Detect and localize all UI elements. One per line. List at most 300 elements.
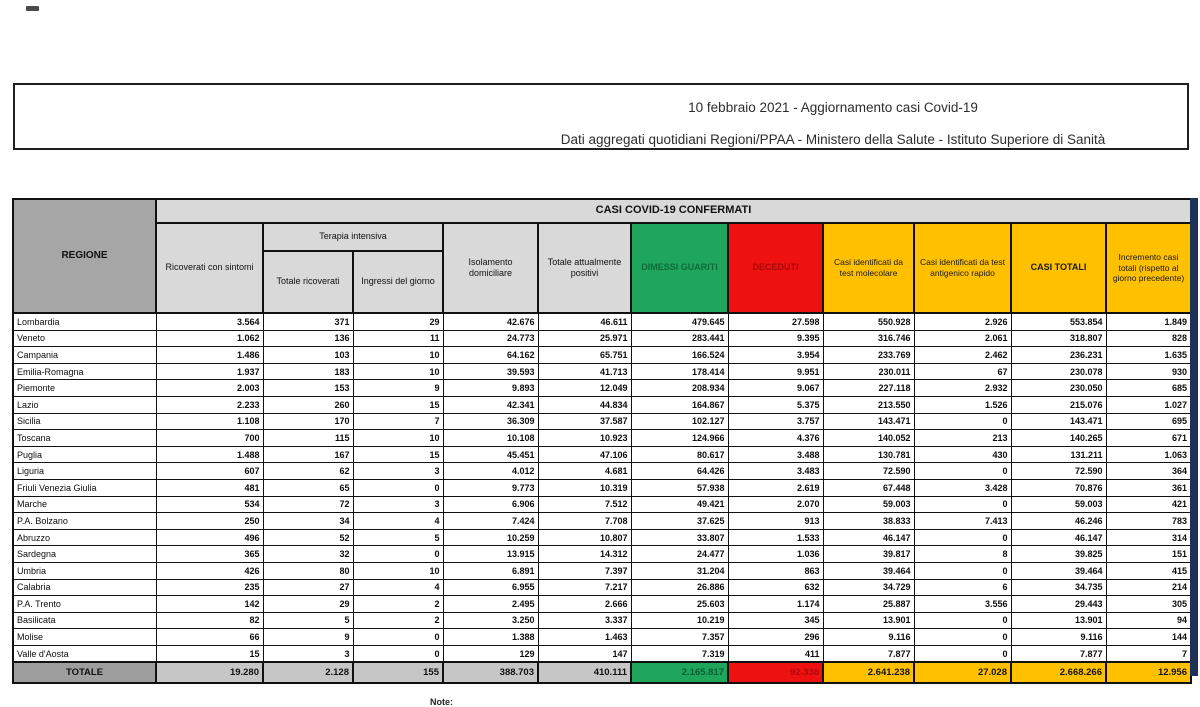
value-cell: 316.746 (823, 330, 914, 347)
region-cell: Friuli Venezia Giulia (13, 479, 156, 496)
value-cell: 1.063 (1106, 446, 1191, 463)
value-cell: 314 (1106, 529, 1191, 546)
table-row (13, 430, 1191, 447)
value-cell: 144 (1106, 629, 1191, 646)
table-row (13, 380, 1191, 397)
value-cell: 3.428 (914, 479, 1011, 496)
value-cell: 10 (353, 363, 443, 380)
value-cell: 65 (263, 479, 353, 496)
value-cell: 1.388 (443, 629, 538, 646)
value-cell: 3.556 (914, 596, 1011, 613)
region-cell: Lazio (13, 396, 156, 413)
value-cell: 930 (1106, 363, 1191, 380)
region-cell: Puglia (13, 446, 156, 463)
value-cell: 46.147 (823, 529, 914, 546)
region-cell: Marche (13, 496, 156, 513)
value-cell: 140.265 (1011, 430, 1106, 447)
table-row (13, 347, 1191, 364)
table-body (13, 313, 1191, 662)
value-cell: 2.233 (156, 396, 263, 413)
value-cell: 12.049 (538, 380, 631, 397)
value-cell: 124.966 (631, 430, 728, 447)
value-cell: 143.471 (1011, 413, 1106, 430)
value-cell: 9.116 (1011, 629, 1106, 646)
value-cell: 15 (156, 645, 263, 662)
totale-value-cell: 19.280 (156, 662, 263, 683)
value-cell: 3 (353, 496, 443, 513)
value-cell: 27 (263, 579, 353, 596)
value-cell: 913 (728, 513, 823, 530)
value-cell: 5 (263, 612, 353, 629)
value-cell: 4.376 (728, 430, 823, 447)
table-row (13, 596, 1191, 613)
value-cell: 250 (156, 513, 263, 530)
region-cell: Piemonte (13, 380, 156, 397)
value-cell: 235 (156, 579, 263, 596)
value-cell: 9.773 (443, 479, 538, 496)
value-cell: 9.067 (728, 380, 823, 397)
value-cell: 2.926 (914, 313, 1011, 330)
value-cell: 2.462 (914, 347, 1011, 364)
value-cell: 10 (353, 562, 443, 579)
info-line-date: 10 febbraio 2021 - Aggiornamento casi Covid-19 (688, 100, 978, 115)
value-cell: 9.395 (728, 330, 823, 347)
region-cell: Sardegna (13, 546, 156, 563)
value-cell: 0 (914, 413, 1011, 430)
header-row-title (13, 199, 1191, 223)
value-cell: 6.906 (443, 496, 538, 513)
value-cell: 260 (263, 396, 353, 413)
value-cell: 131.211 (1011, 446, 1106, 463)
value-cell: 67.448 (823, 479, 914, 496)
info-line-source: Dati aggregati quotidiani Regioni/PPAA - Ministero della Salute - Istituto Superiore di Sanità (560, 132, 1106, 147)
totale-value-cell: 388.703 (443, 662, 538, 683)
value-cell: 1.036 (728, 546, 823, 563)
header-deceduti: DECEDUTI (728, 223, 823, 313)
value-cell: 828 (1106, 330, 1191, 347)
header-guariti: DIMESSI GUARITI (631, 223, 728, 313)
value-cell: 481 (156, 479, 263, 496)
header-ingressi-giorno: Ingressi del giorno (353, 251, 443, 313)
value-cell: 136 (263, 330, 353, 347)
value-cell: 34.729 (823, 579, 914, 596)
value-cell: 38.833 (823, 513, 914, 530)
header-casi-totali: CASI TOTALI (1011, 223, 1106, 313)
value-cell: 25.603 (631, 596, 728, 613)
value-cell: 9 (263, 629, 353, 646)
value-cell: 1.108 (156, 413, 263, 430)
value-cell: 3.337 (538, 612, 631, 629)
region-cell: Abruzzo (13, 529, 156, 546)
value-cell: 170 (263, 413, 353, 430)
value-cell: 1.027 (1106, 396, 1191, 413)
value-cell: 39.464 (1011, 562, 1106, 579)
region-cell: Calabria (13, 579, 156, 596)
region-cell: Sicilia (13, 413, 156, 430)
value-cell: 33.807 (631, 529, 728, 546)
value-cell: 283.441 (631, 330, 728, 347)
totale-label-cell: TOTALE (13, 662, 156, 683)
value-cell: 1.533 (728, 529, 823, 546)
value-cell: 361 (1106, 479, 1191, 496)
value-cell: 39.817 (823, 546, 914, 563)
value-cell: 45.451 (443, 446, 538, 463)
value-cell: 94 (1106, 612, 1191, 629)
value-cell: 4 (353, 513, 443, 530)
value-cell: 6.955 (443, 579, 538, 596)
value-cell: 227.118 (823, 380, 914, 397)
value-cell: 130.781 (823, 446, 914, 463)
value-cell: 24.773 (443, 330, 538, 347)
table-row (13, 479, 1191, 496)
value-cell: 365 (156, 546, 263, 563)
value-cell: 25.971 (538, 330, 631, 347)
value-cell: 0 (353, 546, 443, 563)
info-box (13, 83, 1189, 150)
value-cell: 115 (263, 430, 353, 447)
value-cell: 2 (353, 596, 443, 613)
value-cell: 42.341 (443, 396, 538, 413)
value-cell: 183 (263, 363, 353, 380)
value-cell: 0 (353, 629, 443, 646)
value-cell: 671 (1106, 430, 1191, 447)
value-cell: 147 (538, 645, 631, 662)
value-cell: 2.003 (156, 380, 263, 397)
region-cell: Umbria (13, 562, 156, 579)
value-cell: 364 (1106, 463, 1191, 480)
value-cell: 534 (156, 496, 263, 513)
value-cell: 6 (914, 579, 1011, 596)
value-cell: 80 (263, 562, 353, 579)
value-cell: 13.915 (443, 546, 538, 563)
value-cell: 0 (353, 645, 443, 662)
table-row (13, 463, 1191, 480)
value-cell: 167 (263, 446, 353, 463)
value-cell: 4 (353, 579, 443, 596)
region-cell: Lombardia (13, 313, 156, 330)
value-cell: 9 (353, 380, 443, 397)
value-cell: 82 (156, 612, 263, 629)
value-cell: 5.375 (728, 396, 823, 413)
value-cell: 0 (914, 463, 1011, 480)
table-row (13, 513, 1191, 530)
value-cell: 9.116 (823, 629, 914, 646)
value-cell: 7.319 (631, 645, 728, 662)
value-cell: 411 (728, 645, 823, 662)
value-cell: 371 (263, 313, 353, 330)
region-cell: Emilia-Romagna (13, 363, 156, 380)
value-cell: 1.937 (156, 363, 263, 380)
value-cell: 102.127 (631, 413, 728, 430)
value-cell: 11 (353, 330, 443, 347)
value-cell: 26.886 (631, 579, 728, 596)
value-cell: 1.635 (1106, 347, 1191, 364)
header-totale-ricoverati: Totale ricoverati (263, 251, 353, 313)
value-cell: 3.250 (443, 612, 538, 629)
value-cell: 6.891 (443, 562, 538, 579)
value-cell: 7.708 (538, 513, 631, 530)
value-cell: 29 (263, 596, 353, 613)
value-cell: 553.854 (1011, 313, 1106, 330)
value-cell: 34.735 (1011, 579, 1106, 596)
value-cell: 7.413 (914, 513, 1011, 530)
region-cell: Molise (13, 629, 156, 646)
value-cell: 10 (353, 347, 443, 364)
value-cell: 64.426 (631, 463, 728, 480)
table-row (13, 313, 1191, 330)
value-cell: 129 (443, 645, 538, 662)
value-cell: 7.397 (538, 562, 631, 579)
value-cell: 233.769 (823, 347, 914, 364)
value-cell: 3.757 (728, 413, 823, 430)
screenshot-artifact-mark (26, 6, 39, 11)
value-cell: 37.587 (538, 413, 631, 430)
value-cell: 47.106 (538, 446, 631, 463)
header-regione: REGIONE (13, 199, 156, 313)
value-cell: 29 (353, 313, 443, 330)
totale-value-cell: 2.128 (263, 662, 353, 683)
value-cell: 0 (914, 496, 1011, 513)
value-cell: 2.061 (914, 330, 1011, 347)
value-cell: 44.834 (538, 396, 631, 413)
table-title: CASI COVID-19 CONFERMATI (156, 199, 1191, 223)
value-cell: 10.259 (443, 529, 538, 546)
value-cell: 0 (914, 562, 1011, 579)
region-cell: Basilicata (13, 612, 156, 629)
value-cell: 430 (914, 446, 1011, 463)
value-cell: 59.003 (1011, 496, 1106, 513)
value-cell: 1.486 (156, 347, 263, 364)
totale-value-cell: 92.338 (728, 662, 823, 683)
value-cell: 166.524 (631, 347, 728, 364)
value-cell: 59.003 (823, 496, 914, 513)
value-cell: 213 (914, 430, 1011, 447)
value-cell: 31.204 (631, 562, 728, 579)
value-cell: 3.564 (156, 313, 263, 330)
value-cell: 5 (353, 529, 443, 546)
value-cell: 10.219 (631, 612, 728, 629)
value-cell: 103 (263, 347, 353, 364)
value-cell: 46.246 (1011, 513, 1106, 530)
value-cell: 10.319 (538, 479, 631, 496)
value-cell: 0 (914, 612, 1011, 629)
value-cell: 10.923 (538, 430, 631, 447)
value-cell: 36.309 (443, 413, 538, 430)
value-cell: 15 (353, 446, 443, 463)
value-cell: 80.617 (631, 446, 728, 463)
table-row (13, 413, 1191, 430)
value-cell: 2.619 (728, 479, 823, 496)
table-row (13, 496, 1191, 513)
header-row-groups (13, 223, 1191, 251)
value-cell: 215.076 (1011, 396, 1106, 413)
value-cell: 7 (353, 413, 443, 430)
value-cell: 153 (263, 380, 353, 397)
value-cell: 421 (1106, 496, 1191, 513)
region-cell: Valle d'Aosta (13, 645, 156, 662)
value-cell: 2.070 (728, 496, 823, 513)
table-row (13, 579, 1191, 596)
region-cell: P.A. Trento (13, 596, 156, 613)
value-cell: 4.012 (443, 463, 538, 480)
value-cell: 685 (1106, 380, 1191, 397)
table-foot (13, 662, 1191, 683)
value-cell: 27.598 (728, 313, 823, 330)
table-row (13, 330, 1191, 347)
value-cell: 46.611 (538, 313, 631, 330)
value-cell: 214 (1106, 579, 1191, 596)
right-edge-strip (1190, 198, 1198, 676)
value-cell: 64.162 (443, 347, 538, 364)
value-cell: 2.666 (538, 596, 631, 613)
totale-value-cell: 12.956 (1106, 662, 1191, 683)
value-cell: 66 (156, 629, 263, 646)
header-isolamento: Isolamento domiciliare (443, 223, 538, 313)
value-cell: 296 (728, 629, 823, 646)
value-cell: 10.807 (538, 529, 631, 546)
table-row (13, 546, 1191, 563)
value-cell: 1.849 (1106, 313, 1191, 330)
region-cell: Liguria (13, 463, 156, 480)
value-cell: 65.751 (538, 347, 631, 364)
value-cell: 230.011 (823, 363, 914, 380)
value-cell: 67 (914, 363, 1011, 380)
value-cell: 4.681 (538, 463, 631, 480)
value-cell: 0 (914, 645, 1011, 662)
value-cell: 479.645 (631, 313, 728, 330)
value-cell: 208.934 (631, 380, 728, 397)
value-cell: 1.062 (156, 330, 263, 347)
value-cell: 415 (1106, 562, 1191, 579)
value-cell: 39.593 (443, 363, 538, 380)
header-test-molecolare: Casi identificati da test molecolare (823, 223, 914, 313)
value-cell: 29.443 (1011, 596, 1106, 613)
value-cell: 863 (728, 562, 823, 579)
table-row (13, 396, 1191, 413)
value-cell: 695 (1106, 413, 1191, 430)
value-cell: 25.887 (823, 596, 914, 613)
value-cell: 7.357 (631, 629, 728, 646)
totale-value-cell: 155 (353, 662, 443, 683)
value-cell: 1.526 (914, 396, 1011, 413)
value-cell: 72.590 (823, 463, 914, 480)
value-cell: 1.488 (156, 446, 263, 463)
value-cell: 34 (263, 513, 353, 530)
value-cell: 9.951 (728, 363, 823, 380)
value-cell: 10 (353, 430, 443, 447)
value-cell: 41.713 (538, 363, 631, 380)
value-cell: 15 (353, 396, 443, 413)
value-cell: 151 (1106, 546, 1191, 563)
value-cell: 1.463 (538, 629, 631, 646)
totale-value-cell: 410.111 (538, 662, 631, 683)
value-cell: 7.424 (443, 513, 538, 530)
value-cell: 496 (156, 529, 263, 546)
value-cell: 9.893 (443, 380, 538, 397)
value-cell: 3.488 (728, 446, 823, 463)
value-cell: 72.590 (1011, 463, 1106, 480)
region-cell: Toscana (13, 430, 156, 447)
value-cell: 0 (914, 529, 1011, 546)
table-row (13, 562, 1191, 579)
table-row (13, 645, 1191, 662)
value-cell: 70.876 (1011, 479, 1106, 496)
value-cell: 14.312 (538, 546, 631, 563)
value-cell: 700 (156, 430, 263, 447)
value-cell: 46.147 (1011, 529, 1106, 546)
value-cell: 230.050 (1011, 380, 1106, 397)
region-cell: P.A. Bolzano (13, 513, 156, 530)
value-cell: 2.495 (443, 596, 538, 613)
note-text: Note: (430, 697, 453, 707)
value-cell: 426 (156, 562, 263, 579)
value-cell: 607 (156, 463, 263, 480)
totale-value-cell: 2.165.817 (631, 662, 728, 683)
value-cell: 7.877 (1011, 645, 1106, 662)
value-cell: 3 (263, 645, 353, 662)
value-cell: 2.932 (914, 380, 1011, 397)
value-cell: 142 (156, 596, 263, 613)
value-cell: 140.052 (823, 430, 914, 447)
totale-row (13, 662, 1191, 683)
value-cell: 57.938 (631, 479, 728, 496)
value-cell: 3.483 (728, 463, 823, 480)
value-cell: 13.901 (1011, 612, 1106, 629)
value-cell: 39.825 (1011, 546, 1106, 563)
value-cell: 32 (263, 546, 353, 563)
covid-table (12, 198, 1192, 684)
value-cell: 37.625 (631, 513, 728, 530)
value-cell: 10.108 (443, 430, 538, 447)
value-cell: 178.414 (631, 363, 728, 380)
value-cell: 1.174 (728, 596, 823, 613)
value-cell: 7 (1106, 645, 1191, 662)
value-cell: 632 (728, 579, 823, 596)
value-cell: 62 (263, 463, 353, 480)
value-cell: 7.877 (823, 645, 914, 662)
header-incremento: Incremento casi totali (rispetto al giorno precedente) (1106, 223, 1191, 313)
value-cell: 7.512 (538, 496, 631, 513)
value-cell: 550.928 (823, 313, 914, 330)
header-terapia-intensiva: Terapia intensiva (263, 223, 443, 251)
value-cell: 143.471 (823, 413, 914, 430)
header-test-antigenico: Casi identificati da test antigenico rapido (914, 223, 1011, 313)
totale-value-cell: 2.641.238 (823, 662, 914, 683)
value-cell: 72 (263, 496, 353, 513)
value-cell: 230.078 (1011, 363, 1106, 380)
value-cell: 213.550 (823, 396, 914, 413)
value-cell: 305 (1106, 596, 1191, 613)
value-cell: 7.217 (538, 579, 631, 596)
header-positivi: Totale attualmente positivi (538, 223, 631, 313)
region-cell: Veneto (13, 330, 156, 347)
value-cell: 3 (353, 463, 443, 480)
totale-value-cell: 2.668.266 (1011, 662, 1106, 683)
totale-value-cell: 27.028 (914, 662, 1011, 683)
table-row (13, 629, 1191, 646)
value-cell: 318.807 (1011, 330, 1106, 347)
value-cell: 49.421 (631, 496, 728, 513)
value-cell: 52 (263, 529, 353, 546)
table-row (13, 529, 1191, 546)
value-cell: 39.464 (823, 562, 914, 579)
value-cell: 2 (353, 612, 443, 629)
value-cell: 0 (914, 629, 1011, 646)
header-ricoverati: Ricoverati con sintomi (156, 223, 263, 313)
value-cell: 3.954 (728, 347, 823, 364)
value-cell: 164.867 (631, 396, 728, 413)
value-cell: 783 (1106, 513, 1191, 530)
